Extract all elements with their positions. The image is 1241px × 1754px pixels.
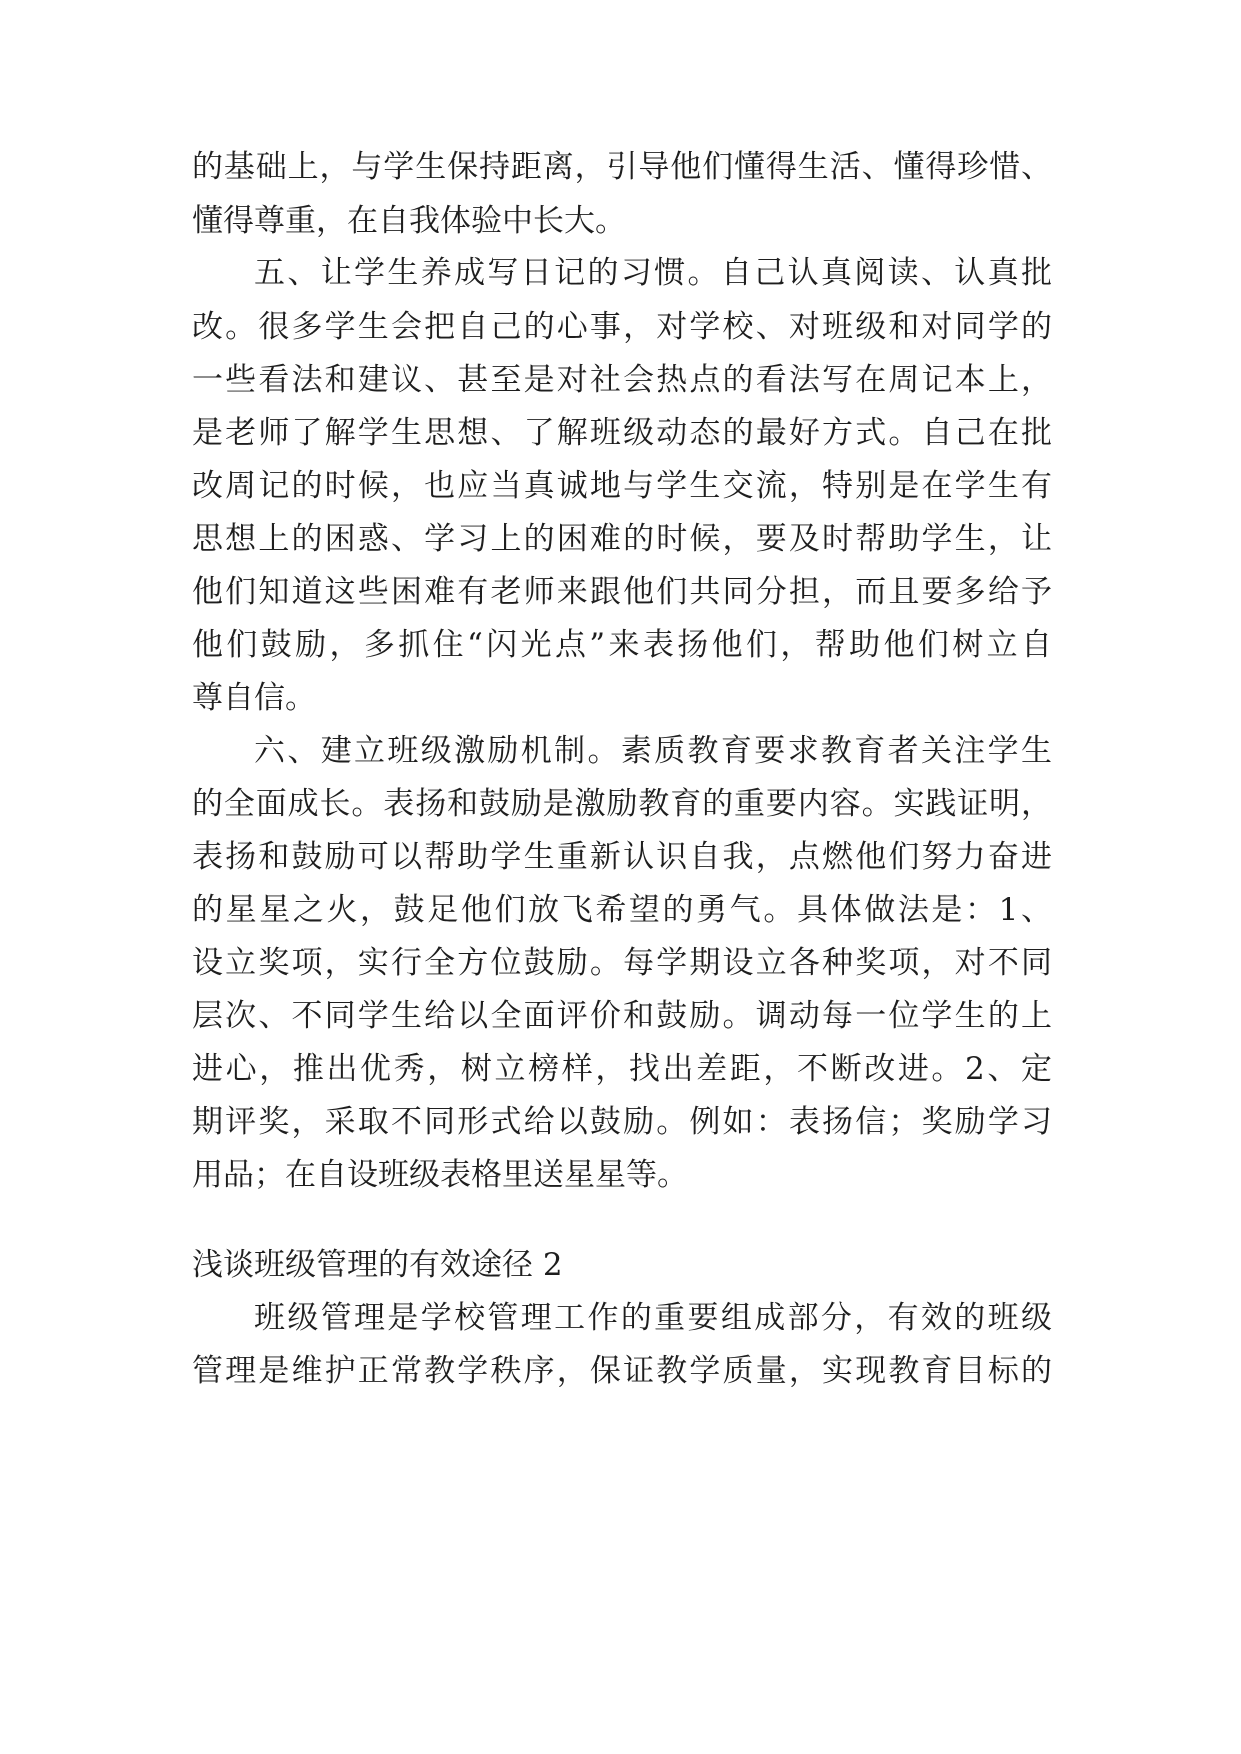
paragraph-first-line: 五、让学生养成写日记的习惯。自己认真阅读、认真批 <box>254 255 1052 291</box>
text-line: 他们鼓励，多抓住“闪光点”来表扬他们，帮助他们树立自 <box>192 627 1052 663</box>
text-line: 设立奖项，实行全方位鼓励。每学期设立各种奖项，对不同 <box>192 945 1052 981</box>
text-line: 改。很多学生会把自己的心事，对学校、对班级和对同学的 <box>192 309 1052 345</box>
paragraph-first-line: 六、建立班级激励机制。素质教育要求教育者关注学生 <box>254 733 1052 769</box>
text-line: 进心，推出优秀，树立榜样，找出差距，不断改进。2、定 <box>192 1051 1052 1087</box>
text-line: 思想上的困惑、学习上的困难的时候，要及时帮助学生，让 <box>192 521 1052 557</box>
text-line: 改周记的时候，也应当真诚地与学生交流，特别是在学生有 <box>192 468 1052 504</box>
text-line: 是老师了解学生思想、了解班级动态的最好方式。自己在批 <box>192 415 1052 451</box>
text-line: 的基础上，与学生保持距离，引导他们懂得生活、懂得珍惜、 <box>192 149 1052 185</box>
text-line: 管理是维护正常教学秩序，保证教学质量，实现教育目标的 <box>192 1353 1052 1389</box>
text-line: 表扬和鼓励可以帮助学生重新认识自我，点燃他们努力奋进 <box>192 839 1052 875</box>
text-line: 的全面成长。表扬和鼓励是激励教育的重要内容。实践证明， <box>192 786 1052 822</box>
section-title: 浅谈班级管理的有效途径 2 <box>192 1247 563 1283</box>
text-line: 一些看法和建议、甚至是对社会热点的看法写在周记本上， <box>192 362 1052 398</box>
text-line: 尊自信。 <box>192 680 316 716</box>
paragraph-first-line: 班级管理是学校管理工作的重要组成部分，有效的班级 <box>254 1300 1052 1336</box>
text-line: 懂得尊重，在自我体验中长大。 <box>192 203 626 239</box>
text-line: 的星星之火，鼓足他们放飞希望的勇气。具体做法是：1、 <box>192 892 1052 928</box>
text-line: 层次、不同学生给以全面评价和鼓励。调动每一位学生的上 <box>192 998 1052 1034</box>
text-line: 用品；在自设班级表格里送星星等。 <box>192 1157 688 1193</box>
text-line: 他们知道这些困难有老师来跟他们共同分担，而且要多给予 <box>192 574 1052 610</box>
text-line: 期评奖，采取不同形式给以鼓励。例如：表扬信；奖励学习 <box>192 1104 1052 1140</box>
